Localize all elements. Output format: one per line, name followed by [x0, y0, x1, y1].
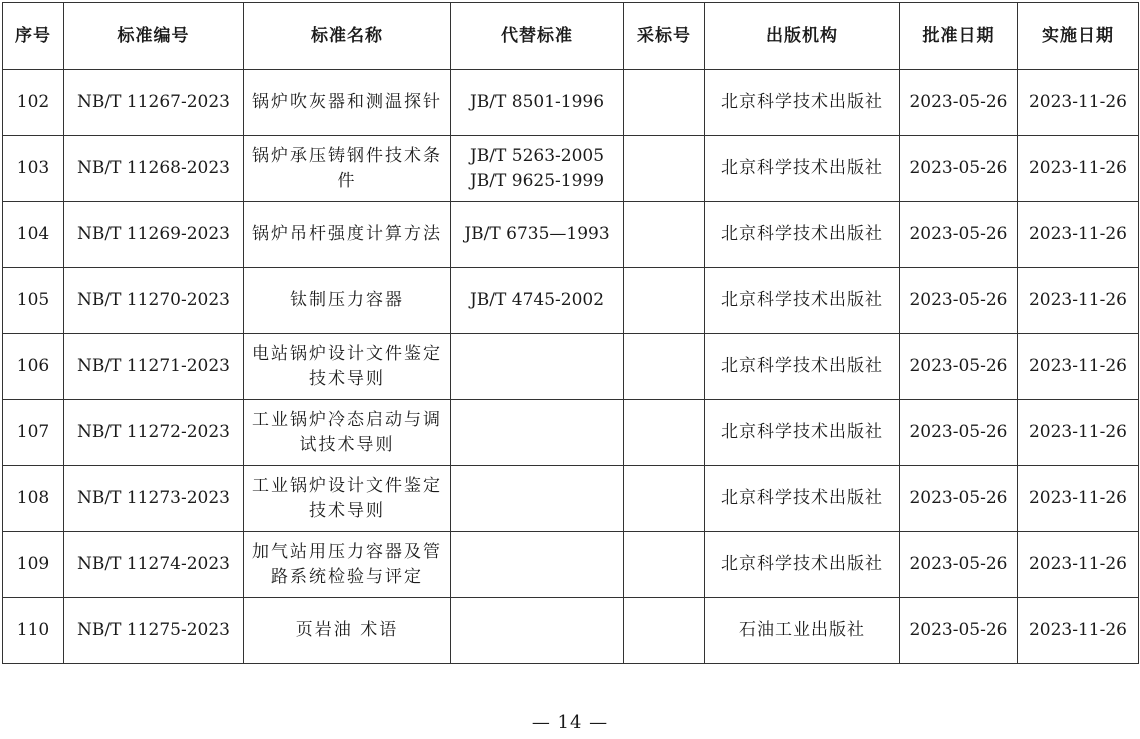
cell-effective-date: 2023-11-26 [1018, 202, 1139, 268]
cell-standard-code: NB/T 11274-2023 [64, 532, 244, 598]
replaces-item: JB/T 6735—1993 [464, 224, 610, 244]
col-header-serial: 序号 [3, 3, 64, 70]
table-row [3, 334, 1139, 400]
cell-standard-name: 锅炉吹灰器和测温探针 [244, 70, 451, 136]
table-row [3, 136, 1139, 202]
cell-adopted-code [624, 334, 705, 400]
cell-standard-code: NB/T 11273-2023 [64, 466, 244, 532]
cell-standard-name: 电站锅炉设计文件鉴定技术导则 [244, 334, 451, 400]
cell-effective-date: 2023-11-26 [1018, 400, 1139, 466]
cell-approval-date: 2023-05-26 [900, 334, 1018, 400]
cell-publisher: 北京科学技术出版社 [705, 268, 900, 334]
cell-approval-date: 2023-05-26 [900, 598, 1018, 664]
cell-approval-date: 2023-05-26 [900, 268, 1018, 334]
cell-publisher: 北京科学技术出版社 [705, 70, 900, 136]
cell-serial: 107 [3, 400, 64, 466]
cell-serial: 103 [3, 136, 64, 202]
cell-replaces [451, 400, 624, 466]
cell-serial: 104 [3, 202, 64, 268]
cell-standard-code: NB/T 11272-2023 [64, 400, 244, 466]
cell-replaces [451, 70, 624, 136]
cell-adopted-code [624, 598, 705, 664]
cell-standard-name: 页岩油 术语 [244, 598, 451, 664]
cell-publisher: 北京科学技术出版社 [705, 466, 900, 532]
standards-table [2, 2, 1139, 664]
cell-standard-code: NB/T 11271-2023 [64, 334, 244, 400]
cell-effective-date: 2023-11-26 [1018, 466, 1139, 532]
cell-effective-date: 2023-11-26 [1018, 136, 1139, 202]
cell-standard-code: NB/T 11270-2023 [64, 268, 244, 334]
cell-serial: 110 [3, 598, 64, 664]
cell-serial: 102 [3, 70, 64, 136]
replaces-item: JB/T 4745-2002 [469, 290, 605, 310]
col-header-effective-date: 实施日期 [1018, 3, 1139, 70]
cell-replaces [451, 136, 624, 202]
cell-standard-name: 锅炉承压铸钢件技术条件 [244, 136, 451, 202]
cell-replaces [451, 268, 624, 334]
cell-adopted-code [624, 400, 705, 466]
cell-replaces [451, 598, 624, 664]
cell-standard-name: 加气站用压力容器及管路系统检验与评定 [244, 532, 451, 598]
cell-approval-date: 2023-05-26 [900, 532, 1018, 598]
cell-standard-name: 工业锅炉冷态启动与调试技术导则 [244, 400, 451, 466]
cell-publisher: 北京科学技术出版社 [705, 532, 900, 598]
cell-serial: 108 [3, 466, 64, 532]
cell-approval-date: 2023-05-26 [900, 136, 1018, 202]
cell-effective-date: 2023-11-26 [1018, 268, 1139, 334]
cell-adopted-code [624, 268, 705, 334]
cell-publisher: 北京科学技术出版社 [705, 334, 900, 400]
cell-standard-code: NB/T 11269-2023 [64, 202, 244, 268]
replaces-item: JB/T 9625-1999 [469, 170, 605, 191]
cell-effective-date: 2023-11-26 [1018, 70, 1139, 136]
col-header-standard-code: 标准编号 [64, 3, 244, 70]
cell-standard-name: 锅炉吊杆强度计算方法 [244, 202, 451, 268]
cell-adopted-code [624, 202, 705, 268]
cell-replaces [451, 334, 624, 400]
cell-effective-date: 2023-11-26 [1018, 334, 1139, 400]
page-number: — 14 — [531, 712, 609, 733]
cell-standard-code: NB/T 11268-2023 [64, 136, 244, 202]
table-row [3, 202, 1139, 268]
cell-publisher: 北京科学技术出版社 [705, 400, 900, 466]
cell-approval-date: 2023-05-26 [900, 466, 1018, 532]
replaces-item: JB/T 5263-2005 [469, 145, 605, 166]
cell-standard-name: 钛制压力容器 [244, 268, 451, 334]
cell-publisher: 北京科学技术出版社 [705, 202, 900, 268]
table-body [3, 70, 1139, 664]
cell-standard-code: NB/T 11275-2023 [64, 598, 244, 664]
replaces-item: JB/T 8501-1996 [469, 92, 605, 112]
col-header-publisher: 出版机构 [705, 3, 900, 70]
table-row [3, 70, 1139, 136]
cell-approval-date: 2023-05-26 [900, 70, 1018, 136]
cell-effective-date: 2023-11-26 [1018, 532, 1139, 598]
cell-standard-code: NB/T 11267-2023 [64, 70, 244, 136]
col-header-adopted-code: 采标号 [624, 3, 705, 70]
table-row [3, 598, 1139, 664]
cell-replaces [451, 202, 624, 268]
col-header-standard-name: 标准名称 [244, 3, 451, 70]
cell-serial: 106 [3, 334, 64, 400]
cell-serial: 105 [3, 268, 64, 334]
col-header-approval-date: 批准日期 [900, 3, 1018, 70]
cell-adopted-code [624, 70, 705, 136]
header-row [3, 3, 1139, 70]
cell-adopted-code [624, 136, 705, 202]
cell-adopted-code [624, 466, 705, 532]
table-row [3, 466, 1139, 532]
table-row [3, 400, 1139, 466]
cell-replaces [451, 466, 624, 532]
table-row [3, 532, 1139, 598]
cell-adopted-code [624, 532, 705, 598]
cell-approval-date: 2023-05-26 [900, 400, 1018, 466]
cell-replaces [451, 532, 624, 598]
cell-effective-date: 2023-11-26 [1018, 598, 1139, 664]
table-row [3, 268, 1139, 334]
cell-standard-name: 工业锅炉设计文件鉴定技术导则 [244, 466, 451, 532]
cell-approval-date: 2023-05-26 [900, 202, 1018, 268]
cell-serial: 109 [3, 532, 64, 598]
cell-publisher: 北京科学技术出版社 [705, 136, 900, 202]
col-header-replaces: 代替标准 [451, 3, 624, 70]
cell-publisher: 石油工业出版社 [705, 598, 900, 664]
